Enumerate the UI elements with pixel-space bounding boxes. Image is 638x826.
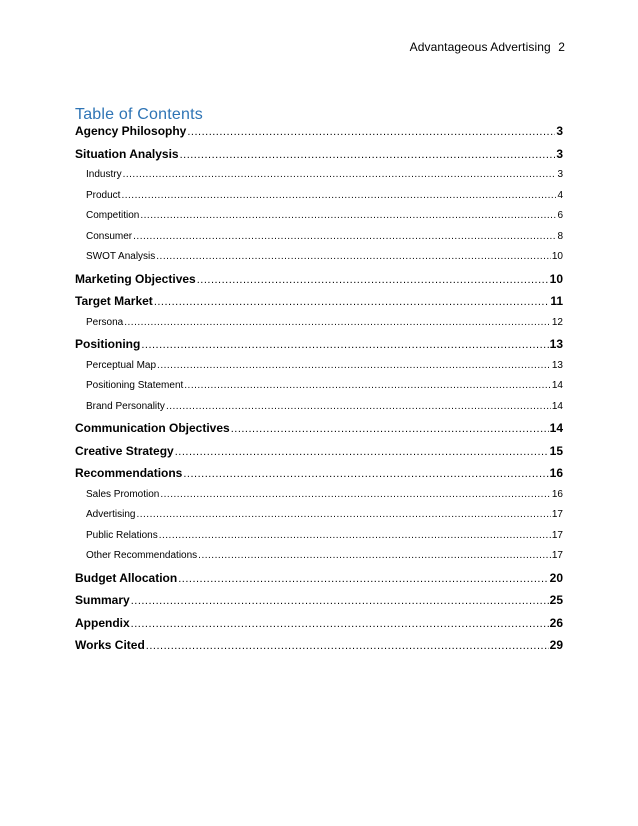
toc-entry[interactable] [75,615,563,638]
toc-entry-page: 17 [551,529,563,541]
toc-entry[interactable] [75,379,563,400]
toc-dot-leader [124,316,551,330]
toc-dot-leader [178,571,548,587]
toc-entry-label: Advertising [86,509,136,520]
toc-entry-page: 16 [549,466,563,480]
toc-entry[interactable] [75,592,563,615]
toc-entry-page: 14 [551,400,563,412]
toc-entry-page: 8 [557,230,563,242]
table-of-contents [75,123,563,660]
toc-entry-page: 17 [551,550,563,561]
toc-entry[interactable] [75,146,563,169]
toc-entry-page: 14 [549,421,563,435]
toc-entry[interactable] [75,250,563,271]
toc-title: Table of Contents [75,106,203,123]
toc-entry-label: Competition [86,210,140,221]
toc-entry-page: 4 [557,189,563,201]
toc-entry-label: SWOT Analysis [86,251,156,262]
toc-entry-label: Brand Personality [86,400,165,412]
toc-entry-page: 6 [557,210,563,221]
toc-entry-label: Sales Promotion [86,488,160,500]
toc-entry-label: Consumer [86,230,133,242]
toc-dot-leader [183,466,548,482]
toc-entry[interactable] [75,508,563,529]
toc-entry[interactable] [75,400,563,421]
toc-entry-label: Persona [86,316,124,328]
toc-entry[interactable] [75,488,563,509]
toc-entry[interactable] [75,209,563,230]
toc-entry-page: 25 [549,593,563,607]
toc-dot-leader [136,508,550,522]
toc-entry[interactable] [75,637,563,660]
toc-entry-label: Appendix [75,615,130,630]
header-title: Advantageous Advertising [409,40,551,54]
toc-entry[interactable] [75,123,563,146]
toc-dot-leader [231,421,549,437]
toc-entry-page: 26 [549,615,563,630]
toc-dot-leader [140,209,556,223]
toc-entry[interactable] [75,359,563,380]
toc-dot-leader [141,337,548,353]
toc-entry-page: 16 [551,488,563,500]
toc-dot-leader [197,272,549,288]
toc-entry[interactable] [75,316,563,337]
toc-entry-label: Industry [86,169,122,180]
toc-entry[interactable] [75,189,563,210]
toc-dot-leader [187,124,555,140]
toc-entry-label: Positioning Statement [86,380,184,391]
toc-dot-leader [198,549,551,563]
toc-dot-leader [131,593,549,609]
toc-entry[interactable] [75,570,563,593]
toc-dot-leader [157,359,551,373]
header-page-number: 2 [558,40,565,54]
toc-dot-leader [156,250,551,264]
toc-entry-label: Communication Objectives [75,421,230,435]
toc-entry[interactable] [75,230,563,251]
toc-entry-page: 12 [551,316,563,328]
toc-entry[interactable] [75,443,563,466]
toc-entry-page: 10 [549,271,563,286]
toc-entry-label: Other Recommendations [86,550,198,561]
toc-dot-leader [159,529,551,543]
toc-entry-label: Public Relations [86,529,158,541]
toc-entry-page: 3 [557,169,563,180]
toc-entry-label: Summary [75,593,130,607]
toc-dot-leader [123,168,557,182]
toc-entry-page: 15 [549,443,563,458]
toc-dot-leader [121,189,556,203]
toc-entry-label: Works Cited [75,638,145,652]
toc-entry[interactable] [75,465,563,488]
toc-entry[interactable] [75,168,563,189]
toc-entry-label: Target Market [75,294,153,308]
toc-entry[interactable] [75,549,563,570]
toc-entry-label: Perceptual Map [86,359,157,371]
toc-dot-leader [131,616,549,632]
toc-entry[interactable] [75,420,563,443]
toc-entry-page: 20 [549,570,563,585]
toc-entry-label: Product [86,189,121,201]
toc-dot-leader [160,488,551,502]
toc-entry-label: Marketing Objectives [75,271,196,286]
toc-dot-leader [166,400,551,414]
toc-entry-page: 10 [551,251,563,262]
toc-dot-leader [146,638,549,654]
toc-entry[interactable] [75,293,563,316]
toc-entry-page: 29 [549,638,563,652]
toc-entry[interactable] [75,529,563,550]
toc-entry-label: Creative Strategy [75,443,174,458]
toc-entry-label: Positioning [75,337,141,351]
toc-dot-leader [154,294,550,310]
toc-entry-page: 11 [550,294,563,308]
running-header [410,40,565,54]
toc-dot-leader [175,444,549,460]
toc-dot-leader [180,147,556,163]
toc-entry-page: 13 [549,337,563,351]
toc-entry-label: Situation Analysis [75,146,179,161]
toc-entry-label: Agency Philosophy [75,124,187,138]
toc-entry[interactable] [75,271,563,294]
toc-entry-page: 14 [551,380,563,391]
toc-entry[interactable] [75,336,563,359]
toc-entry-page: 13 [551,359,563,371]
toc-dot-leader [133,230,556,244]
toc-entry-page: 17 [551,509,563,520]
toc-entry-label: Recommendations [75,466,183,480]
toc-entry-page: 3 [556,146,563,161]
toc-entry-label: Budget Allocation [75,570,178,585]
toc-entry-page: 3 [556,124,563,138]
toc-dot-leader [184,379,551,393]
